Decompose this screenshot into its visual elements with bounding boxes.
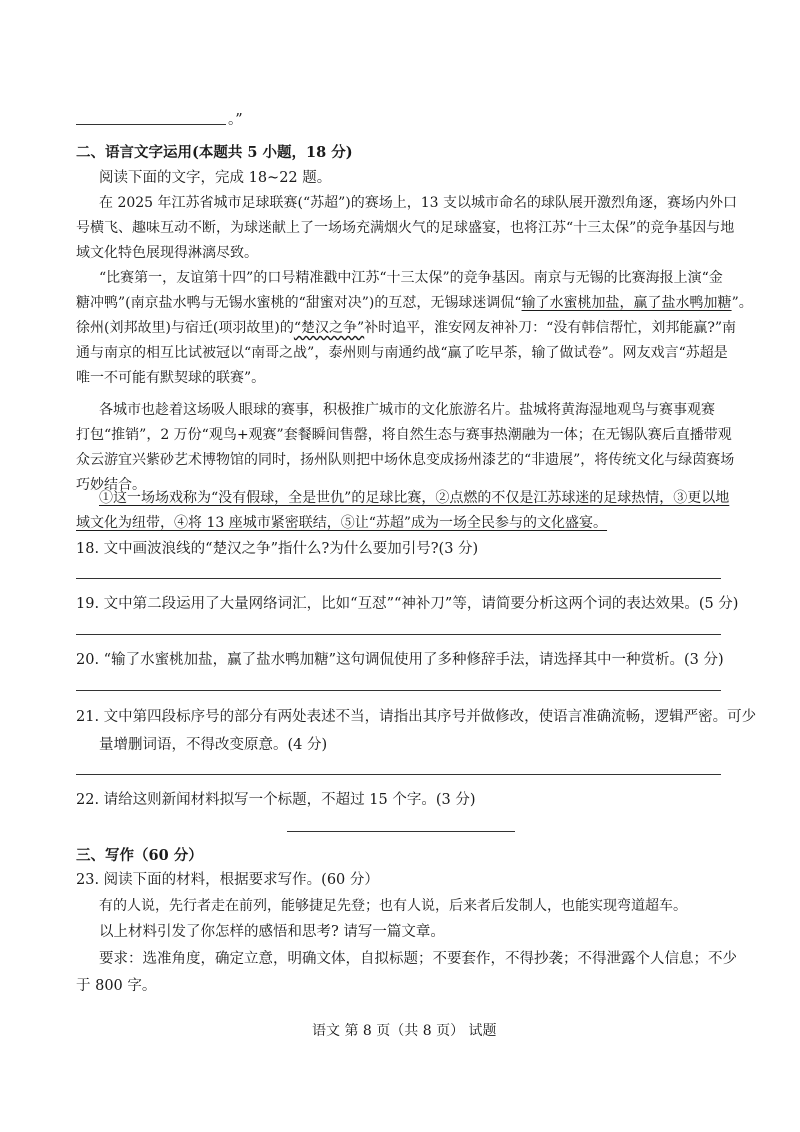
top-fragment: 。” [228,112,243,128]
question-21-line1: 21. 文中第四段标序号的部分有两处表述不当，请指出其序号并做修改，使语言准确流畅，逻辑严密。可少 [76,709,757,725]
answer-line-19 [76,634,721,635]
passage-p1-line1: 在 2025 年江苏省城市足球联赛(“苏超”)的赛场上，13 支以城市命名的球队展开激烈角逐，赛场内外口 [99,195,738,211]
passage-p2-line1: “比赛第一，友谊第十四”的口号精准戳中江苏“十三太保”的竞争基因。南京与无锡的比赛海报上演“金 [99,270,723,286]
writing-requirements-line2: 于 800 字。 [76,978,157,994]
answer-line-22 [287,831,515,832]
writing-requirements-line1: 要求：选准角度，确定立意，明确文体，自拟标题；不要套作，不得抄袭；不得泄露个人信息；不少 [99,951,737,967]
passage-p2-line2-a: 糖冲鸭”(南京盐水鸭与无锡水蜜桃的“甜蜜对决”)的互怼，无锡球迷调侃“ [76,295,522,311]
question-20: 20. “输了水蜜桃加盐，赢了盐水鸭加糖”这句调侃使用了多种修辞手法，请选择其中一种赏析。(3 分) [76,652,724,668]
passage-p3-line1: 各城市也趁着这场吸人眼球的赛事，积极推广城市的文化旅游名片。盐城将黄海湿地观鸟与赛事观赛 [99,402,715,418]
passage-p3-line2: 打包“推销”，2 万份“观鸟+观赛”套餐瞬间售罄，将自然生态与赛事热潮融为一体；在无锡队赛后直播带观 [76,427,732,443]
passage-p4-line2: 域文化为纽带，④将 13 座城市紧密联结，⑤让“苏超”成为一场全民参与的文化盛宴。 [76,515,608,531]
passage-p2-line3-a: 徐州(刘邦故里)与宿迁(项羽故里)的 [76,320,294,336]
underlined-slogan: 输了水蜜桃加盐，赢了盐水鸭加糖 [521,295,732,311]
passage-p1-line3: 域文化特色展现得淋漓尽致。 [76,245,258,261]
answer-blank-line [76,124,226,125]
answer-line-20 [76,690,721,691]
writing-prompt: 以上材料引发了你怎样的感悟和思考? 请写一篇文章。 [99,924,445,940]
question-22: 22. 请给这则新闻材料拟写一个标题，不超过 15 个字。(3 分) [76,792,476,808]
passage-p2-line2 [76,293,753,313]
section-2-heading: 二、语言文字运用(本题共 5 小题，18 分) [76,144,353,161]
instruction: 阅读下面的文字，完成 18~22 题。 [99,170,332,186]
passage-p1-line2: 号横飞、趣味互动不断，为球迷献上了一场场充满烟火气的足球盛宴，也将江苏“十三太保”的竞争基因与地 [76,220,735,236]
answer-line-21 [76,774,721,775]
question-21-line2: 量增删词语，不得改变原意。(4 分) [99,737,328,753]
answer-line-18 [76,578,721,579]
question-18: 18. 文中画波浪线的“楚汉之争”指什么?为什么要加引号?(3 分) [76,541,479,557]
passage-p2-line3 [76,318,736,338]
passage-p4-line1: ①这一场场戏称为“没有假球，全是世仇”的足球比赛，②点燃的不仅是江苏球迷的足球热情，③更以地 [99,490,730,506]
question-19: 19. 文中第二段运用了大量网络词汇，比如“互怼”“神补刀”等，请简要分析这两个词的表达效果。(5 分) [76,596,739,612]
passage-p3-line4: 巧妙结合。 [76,477,146,493]
passage-p2-line5: 唯一不可能有默契球的联赛”。 [76,370,266,386]
writing-material: 有的人说，先行者走在前列，能够捷足先登；也有人说，后来者后发制人，也能实现弯道超车。 [99,898,687,914]
passage-p2-line4: 通与南京的相互比试被冠以“南哥之战”，泰州则与南通约战“赢了吃早茶，输了做试卷”。网友戏言“苏超是 [76,345,728,361]
section-3-heading: 三、写作（60 分） [76,847,203,864]
question-23: 23. 阅读下面的材料，根据要求写作。(60 分） [76,872,379,888]
passage-p2-line2-b: ”。 [731,295,753,311]
page-footer: 语文 第 8 页（共 8 页） 试题 [312,1023,497,1039]
passage-p2-line3-b: 补时追平，淮安网友神补刀：“没有韩信帮忙，刘邦能赢?”南 [364,320,737,336]
wavy-underlined-term: “楚汉之争” [293,320,365,336]
passage-p3-line3: 众云游宜兴紫砂艺术博物馆的同时，扬州队则把中场休息变成扬州漆艺的“非遗展”，将传统文化与绿茵赛场 [76,452,735,468]
